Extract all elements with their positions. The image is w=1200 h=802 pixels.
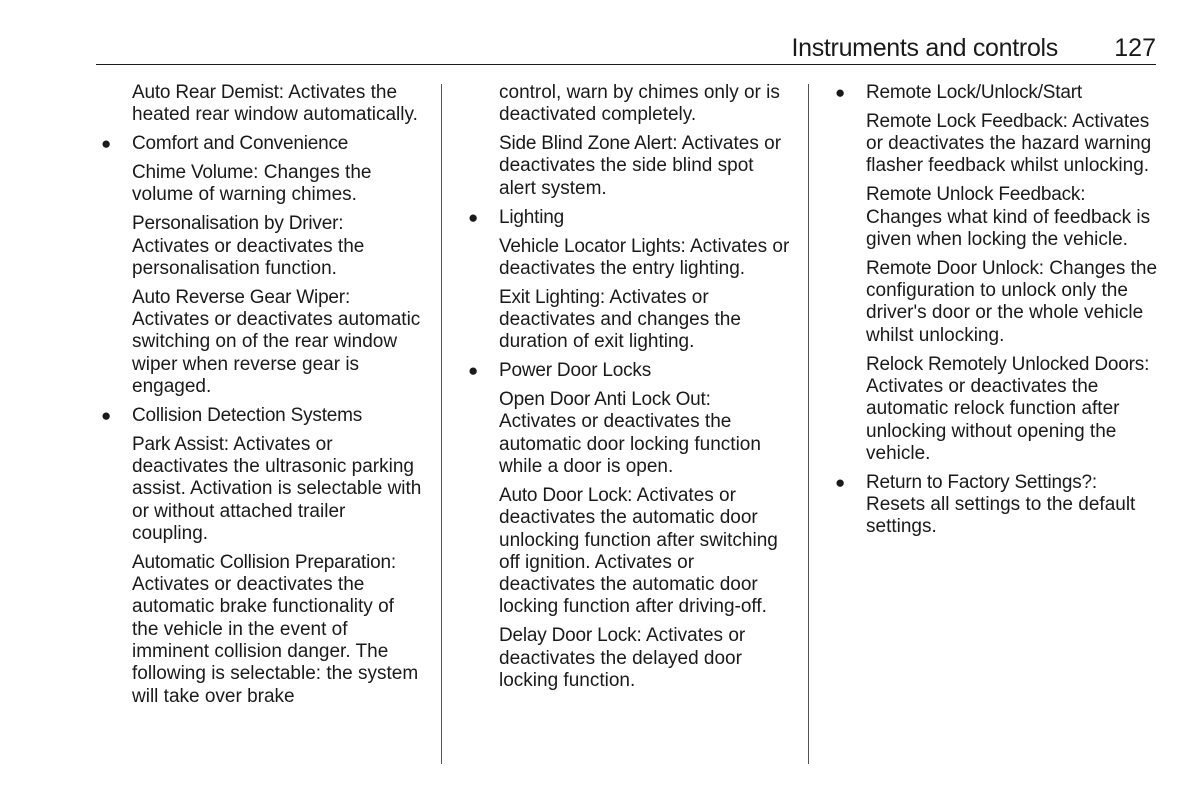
term-separator: : [344,286,351,308]
section-heading [101,404,424,427]
setting-description: Activates or deactivates the automatic door locking function while a door is open. [499,411,761,478]
setting-term: Personalisation by Driver [132,213,339,235]
column-3 [835,82,1158,545]
heading-text: Lighting [499,206,564,228]
column-1 [101,82,424,714]
setting-description: Resets all settings to the default settings. [866,494,1136,538]
setting-item [132,434,424,545]
setting-term: Remote Unlock Feedback [866,184,1081,206]
setting-term: Chime Volume [132,162,254,184]
term-separator: : [253,162,259,184]
setting-item [132,213,424,280]
setting-term: Remote Lock Feedback [866,110,1063,132]
bulleted-setting-item [835,471,1158,539]
setting-description: Activates or deactivates the automatic relock function after unlocking without opening the vehicle. [866,375,1120,464]
bullet-icon: ● [101,134,112,154]
term-separator: : [627,484,633,506]
setting-description: Activates or deactivates the side blind spot alert system. [499,133,782,199]
setting-description: Activates or deactivates the ultrasonic parking assist. Activation is selectable with or without attached trailer coupling. [132,433,422,544]
heading-text: Comfort and Convenience [132,133,349,155]
setting-description: Changes what kind of feedback is given when locking the vehicle. [866,206,1151,250]
setting-item [499,389,791,478]
setting-item [499,287,791,354]
term-separator: : [680,235,686,257]
setting-item [499,236,791,281]
setting-description: Changes the volume of warning chimes. [132,162,372,206]
term-separator: : [636,625,642,647]
setting-term: Relock Remotely Unlocked Doors [866,353,1145,375]
setting-item [132,552,424,708]
setting-term: Auto Reverse Gear Wiper [132,286,345,308]
setting-description: Activates or deactivates automatic switching on of the rear window wiper when reverse gear is engaged. [132,309,421,397]
setting-term: Exit Lighting [499,286,600,308]
term-separator: : [1144,353,1150,375]
column-2 [468,82,791,699]
setting-item [866,354,1158,465]
setting-term: Auto Door Lock [499,484,628,506]
setting-item [866,111,1158,178]
column-divider [808,84,809,764]
section-title: Instruments and controls [791,34,1058,62]
setting-item [132,287,424,398]
continued-text: control, warn by chimes only or is deactivated completely. [499,82,780,126]
setting-description: Activates or deactivates and changes the duration of exit lighting. [499,286,741,353]
setting-description: Activates or deactivates the hazard warning flasher feedback whilst unlocking. [866,110,1152,177]
section-heading [468,206,791,229]
setting-term: Auto Rear Demist [132,82,279,103]
bullet-icon: ● [835,83,846,102]
heading-text: Power Door Locks [499,360,652,382]
term-separator: : [599,286,606,308]
setting-term: Automatic Collision Preparation [132,551,391,573]
bullet-icon: ● [835,472,846,492]
term-separator: : [672,133,678,155]
bullet-icon: ● [101,405,112,425]
section-heading [835,82,1158,104]
setting-description: Activates or deactivates the delayed door locking function. [499,625,746,691]
setting-item [499,485,791,619]
heading-text: Remote Lock/Unlock/Start [866,82,1082,103]
bullet-icon: ● [468,361,479,381]
term-separator: : [1062,110,1068,132]
setting-item [866,184,1158,251]
setting-description: Changes the configuration to unlock only the driver's door or the whole vehicle whilst unlocking. [866,257,1158,346]
page-number: 127 [1114,34,1156,62]
section-heading [101,133,424,155]
setting-term: Return to Factory Settings? [866,471,1092,493]
column-divider [441,84,442,764]
setting-description: Activates the heated rear window automatically. [132,82,418,126]
setting-term: Park Assist [132,433,224,455]
setting-item [499,625,791,692]
term-separator: : [338,213,344,235]
setting-term: Vehicle Locator Lights [499,235,681,257]
setting-item [132,82,424,127]
page-header [96,30,1156,65]
setting-description: Activates or deactivates the automatic brake functionality of the vehicle in the event of imminent collision danger. The following is selectable: the system will take over brake [132,574,419,707]
term-separator: : [390,551,397,573]
term-separator: : [705,389,711,411]
bullet-icon: ● [468,207,479,227]
heading-text: Collision Detection Systems [132,404,363,426]
setting-term: Open Door Anti Lock Out [499,389,706,411]
section-heading [468,360,791,382]
setting-item [499,133,791,200]
setting-description: Activates or deactivates the personalisation function. [132,235,365,279]
setting-description: Activates or deactivates the automatic door unlocking function after switching off ignition. Activates or deactivates the automatic door locking function after driving-off. [499,484,778,618]
setting-term: Delay Door Lock [499,625,637,647]
setting-item [866,258,1158,347]
term-separator: : [1091,471,1098,493]
setting-item [132,162,424,207]
setting-description: Activates or deactivates the entry lighting. [499,235,790,279]
term-separator: : [1080,184,1086,206]
setting-term: Side Blind Zone Alert [499,133,673,155]
term-separator: : [1038,257,1045,279]
term-separator: : [223,433,230,455]
setting-term: Remote Door Unlock [866,257,1039,279]
term-separator: : [278,82,285,103]
